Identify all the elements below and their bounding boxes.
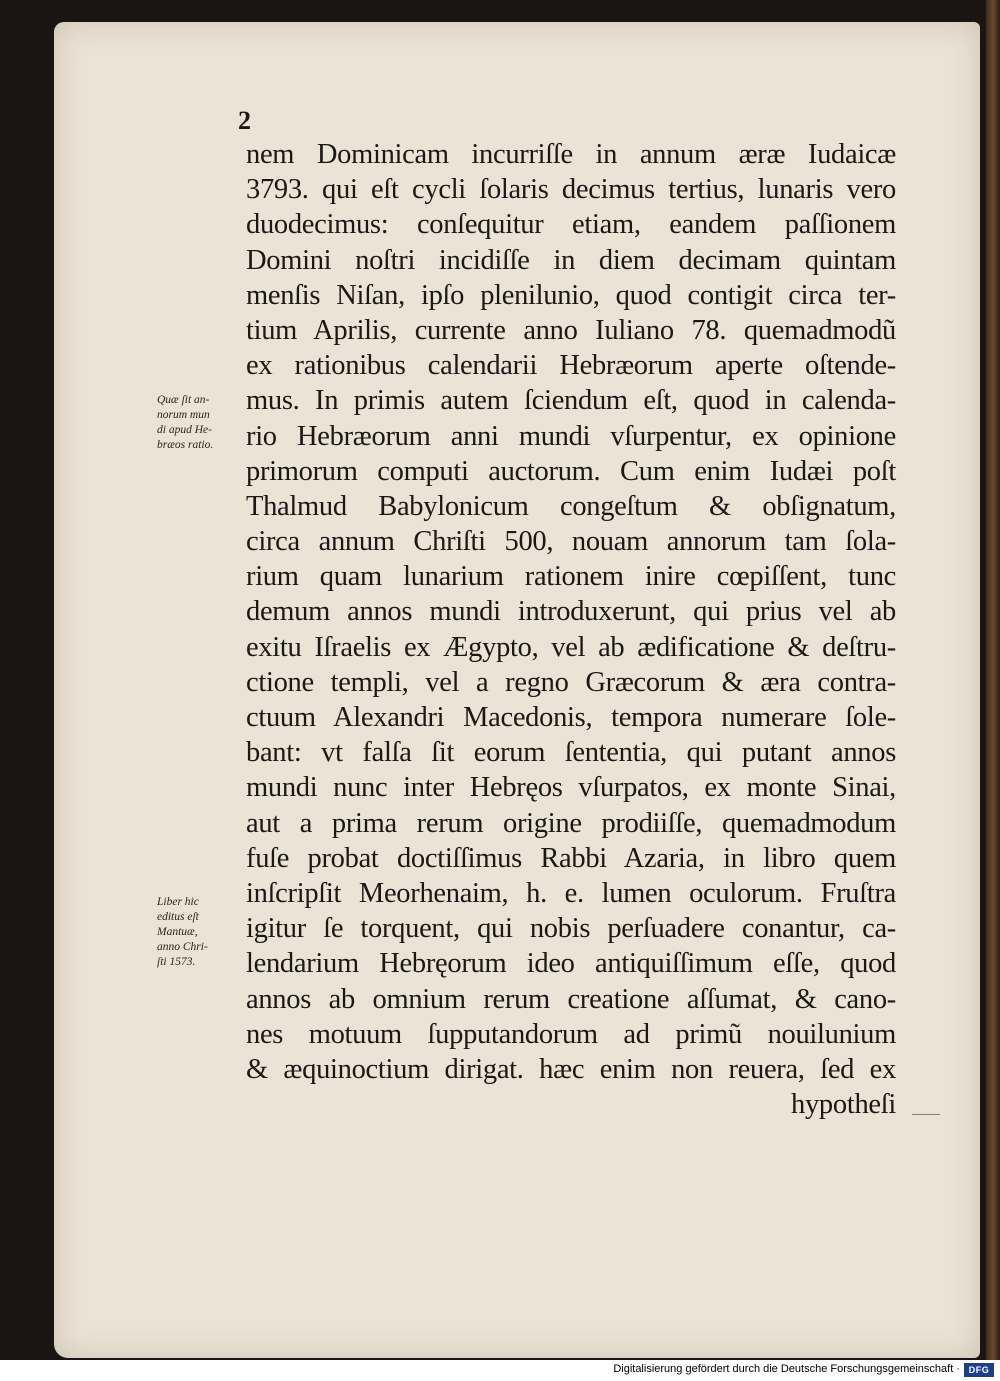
margin-note-line: Liber hic <box>157 896 199 908</box>
text-line: lendarium Hebręorum ideo antiquiſſimum eſſe, quod <box>246 948 896 980</box>
text-line: exitu Iſraelis ex Ægypto, vel ab ædificatione & deſtru- <box>246 631 896 663</box>
catchword-dash <box>912 1114 940 1115</box>
text-line: demum annos mundi introduxerunt, qui prius vel ab <box>246 596 896 628</box>
text-line: rio Hebræorum anni mundi vſurpentur, ex opinione <box>246 420 896 452</box>
text-line: duodecimus: conſequitur etiam, eandem paſſionem <box>246 209 896 241</box>
text-line: inſcripſit Meorhenaim, h. e. lumen oculorum. Fruſtra <box>246 877 896 909</box>
text-line: mundi nunc inter Hebręos vſurpatos, ex monte Sinai, <box>246 772 896 804</box>
book-edge <box>986 0 1000 1360</box>
margin-note-book <box>157 895 253 970</box>
margin-note-line: ſti 1573. <box>157 956 196 968</box>
footer-bar <box>0 1360 1000 1381</box>
body-text <box>246 137 896 1122</box>
text-line: ex rationibus calendarii Hebræorum aperte oſtende- <box>246 350 896 382</box>
dfg-logo-icon: DFG <box>964 1363 994 1377</box>
margin-note-line: di apud He- <box>157 424 212 436</box>
text-line: primorum computi auctorum. Cum enim Iudæi poſt <box>246 455 896 487</box>
catchword: hypotheſi <box>791 1089 896 1121</box>
margin-note-line: bræos ratio. <box>157 439 214 451</box>
funding-credit: Digitalisierung gefördert durch die Deutsche Forschungsgemeinschaft · <box>613 1363 960 1375</box>
text-line: nes motuum ſupputandorum ad primũ nouilunium <box>246 1018 896 1050</box>
text-line: Domini noſtri incidiſſe in diem decimam quintam <box>246 244 896 276</box>
text-line: ctuum Alexandri Macedonis, tempora numerare ſole- <box>246 702 896 733</box>
text-line: fuſe probat doctiſſimus Rabbi Azaria, in libro quem <box>246 842 896 874</box>
text-line: nem Dominicam incurriſſe in annum æræ Iudaicæ <box>246 139 896 170</box>
text-line: ctione templi, vel a regno Græcorum & æra contra- <box>246 666 896 698</box>
margin-note-line: norum mun <box>157 409 210 421</box>
text-line: bant: vt falſa ſit eorum ſententia, qui putant annos <box>246 737 896 769</box>
text-line: menſis Niſan, ipſo plenilunio, quod contigit circa ter- <box>246 279 896 311</box>
text-line: 3793. qui eſt cycli ſolaris decimus tertius, lunaris vero <box>246 174 896 206</box>
text-line: annos ab omnium rerum creatione aſſumat, & cano- <box>246 983 896 1015</box>
text-line: mus. In primis autem ſciendum eſt, quod in calenda- <box>246 385 896 417</box>
margin-note-line: editus eſt <box>157 911 199 923</box>
text-line: igitur ſe torquent, qui nobis perſuadere conantur, ca- <box>246 913 896 945</box>
text-line: tium Aprilis, currente anno Iuliano 78. quemadmodũ <box>246 314 896 346</box>
margin-note-line: Mantuæ, <box>157 926 198 938</box>
text-line: circa annum Chriſti 500, nouam annorum tam ſola- <box>246 526 896 558</box>
margin-note-years <box>157 393 253 453</box>
page-number: 2 <box>238 106 251 135</box>
text-line: aut a prima rerum origine prodiiſſe, quemadmodum <box>246 807 896 839</box>
margin-note-line: Quæ ſit an- <box>157 394 210 406</box>
text-line: Thalmud Babylonicum congeſtum & obſignatum, <box>246 490 896 522</box>
text-line: & æquinoctium dirigat. hæc enim non reuera, ſed ex <box>246 1053 896 1085</box>
text-line: rium quam lunarium rationem inire cœpiſſent, tunc <box>246 561 896 593</box>
margin-note-line: anno Chri- <box>157 941 208 953</box>
